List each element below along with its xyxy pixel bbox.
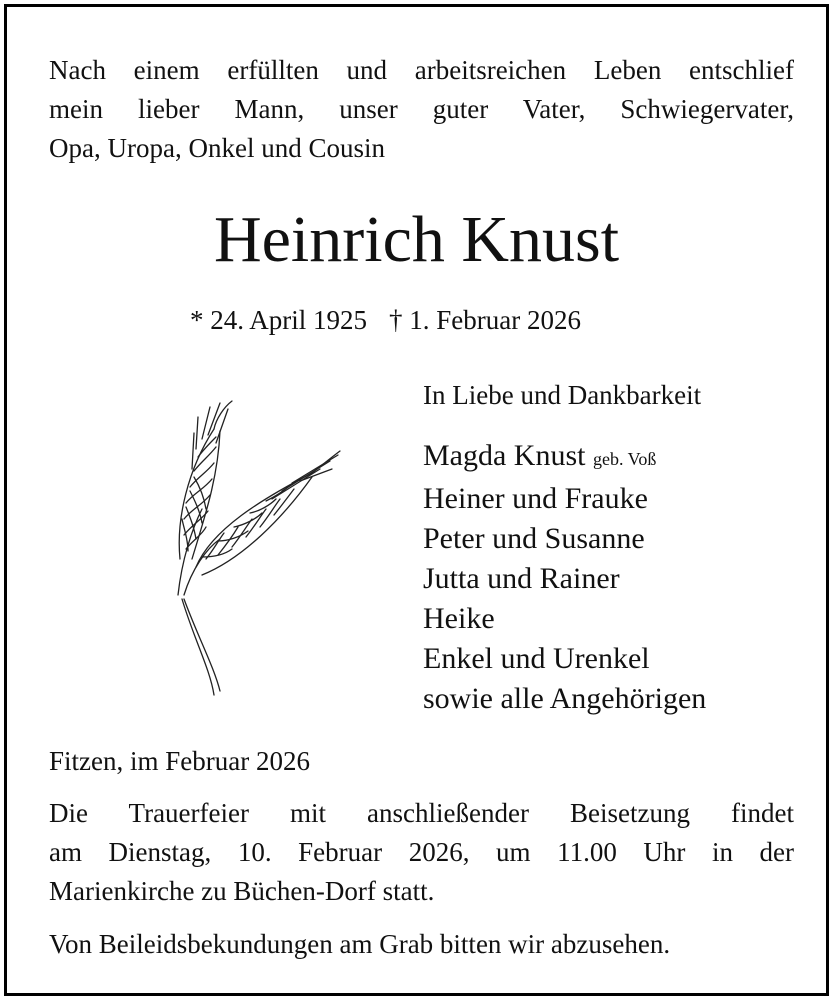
service-line-2: am Dienstag, 10. Februar 2026, um 11.00 Uhr in der: [49, 837, 794, 867]
family-member: Enkel und Urenkel: [423, 642, 650, 675]
maiden-name: geb. Voß: [592, 449, 657, 469]
deceased-name: Heinrich Knust: [213, 203, 620, 276]
birth-date: * 24. April 1925: [190, 305, 368, 335]
closing-note: Von Beileidsbekundungen am Grab bitten wir abzusehen.: [49, 929, 671, 959]
intro-line-3: Opa, Uropa, Onkel und Cousin: [49, 133, 385, 163]
intro-line-2: mein lieber Mann, unser guter Vater, Schwiegervater,: [49, 94, 794, 124]
service-info: [49, 794, 794, 911]
intro-text: [49, 51, 794, 168]
death-date: † 1. Februar 2026: [389, 305, 581, 335]
family-member: Jutta und Rainer: [423, 562, 620, 595]
widow-name: Magda Knust: [423, 439, 586, 472]
obituary-frame: [4, 4, 829, 996]
service-line-3: Marienkirche zu Büchen-Dorf statt.: [49, 876, 435, 906]
thanks-line: In Liebe und Dankbarkeit: [423, 380, 702, 410]
service-line-1: Die Trauerfeier mit anschließender Beisetzung findet: [49, 798, 794, 828]
family-list: [423, 436, 706, 719]
family-member: [423, 436, 706, 479]
family-member: Heiner und Frauke: [423, 482, 648, 515]
life-dates: [190, 300, 581, 340]
intro-line-1: Nach einem erfüllten und arbeitsreichen Leben entschlief: [49, 55, 794, 85]
family-member: Peter und Susanne: [423, 522, 645, 555]
place-date: Fitzen, im Februar 2026: [49, 746, 310, 776]
family-member: sowie alle Angehörigen: [423, 682, 707, 715]
wheat-ears-icon: [162, 399, 342, 701]
family-member: Heike: [423, 602, 495, 635]
